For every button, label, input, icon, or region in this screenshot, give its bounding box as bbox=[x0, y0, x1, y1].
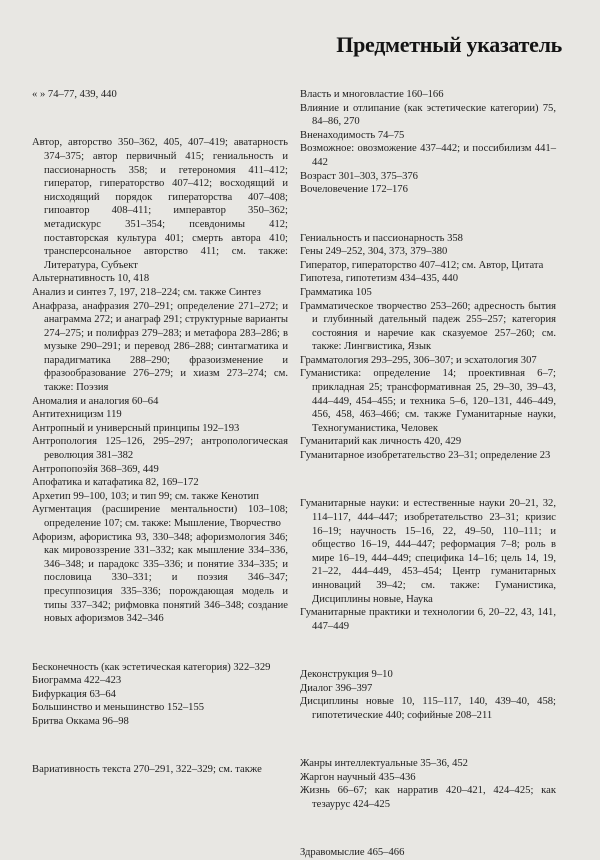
index-entry: Бесконечность (как эстетическая категория) 322–329 bbox=[32, 661, 271, 673]
index-entry: Жанры интеллектуальные 35–36, 452 bbox=[300, 758, 468, 770]
index-entry: Возможное: овозможение 437–442; и поссибилизм 441–442 bbox=[300, 143, 556, 168]
index-entry: Деконструкция 9–10 bbox=[300, 669, 393, 681]
section-gap bbox=[300, 733, 556, 747]
index-entry: Гипотеза, гипотетизм 434–435, 440 bbox=[300, 273, 458, 285]
index-entry: Апофатика и катафатика 82, 169–172 bbox=[32, 477, 199, 489]
index-entry: Вариативность текста 270–291, 322–329; см. также bbox=[32, 764, 262, 776]
section-gap bbox=[300, 822, 556, 836]
index-entry: Антитехницизм 119 bbox=[32, 409, 122, 421]
index-entry: Гиператор, гиператорство 407–412; см. Автор, Цитата bbox=[300, 259, 544, 271]
index-entry: Вненаходимость 74–75 bbox=[300, 129, 405, 141]
section-gap bbox=[300, 207, 556, 221]
index-entry: Жизнь 66–67; как нарратив 420–421, 424–425; как тезаурус 424–425 bbox=[300, 785, 556, 811]
page-title: Предметный указатель bbox=[336, 32, 562, 57]
right-column bbox=[300, 88, 556, 860]
index-entry: Антропный и универсный принципы 192–193 bbox=[32, 422, 240, 434]
index-entry: Альтернативность 10, 418 bbox=[32, 273, 150, 285]
index-entry: Гуманитарные практики и технологии 6, 20–22, 43, 141, 447–449 bbox=[300, 607, 556, 632]
index-entry: Гуманитарное изобретательство 23–31; определение 23 bbox=[300, 450, 551, 462]
section-gap bbox=[32, 636, 288, 650]
index-entry: « » 74–77, 439, 440 bbox=[32, 89, 117, 100]
index-entry: Грамматическое творчество 253–260; адресность бытия и глубинный дательный падеж 255–257; категория состояния и наречие как сказуемое 257–260; см. также: Лингвистика, Язык bbox=[300, 300, 556, 353]
index-entry: Дисциплины новые 10, 115–117, 140, 439–40, 458; гипотетические 440; софийные 208–211 bbox=[300, 696, 556, 721]
section-gap bbox=[32, 112, 288, 126]
index-entry: Аугментация (расширение ментальности) 103–108; определение 107; см. также: Мышление, Творчество bbox=[32, 504, 288, 529]
index-entry: Афоризм, афористика 93, 330–348; афоризмология 346; как мировоззрение 331–332; как мышление 334–336, 346–348; и парадокс 335–336; и понятие 334–335; и пословица 330–331; и поэзия 346–347; пресуппозиция 335–336; порождающая модель и типы 337–342; рифмовка понятий 346–348; создание новых афоризмов 342–346 bbox=[32, 531, 288, 625]
index-entry: Гениальность и пассионарность 358 bbox=[300, 232, 463, 244]
section-gap bbox=[300, 473, 556, 487]
index-entry: Гуманитарные науки: и естественные науки 20–21, 32, 114–117, 444–447; изобретательство 23–31; кризис 16–19; научность 15–16, 22, 49–50, 110–111; и общество 16–19, 444–447; реформация 7–8; роль в мире 16–19, 444–449; специфика 14–16; цель 14, 19, 21–22, 444–449, 453–454; Центр гуманитарных инноваций 39–42; см. также: Гуманистика, Дисциплины новые, Наука bbox=[300, 498, 556, 605]
index-entry: Грамматика 105 bbox=[300, 286, 372, 298]
index-entry: Бифуркация 63–64 bbox=[32, 688, 116, 700]
index-entry: Грамматология 293–295, 306–307; и эсхатология 307 bbox=[300, 354, 537, 366]
index-entry: Автор, авторство 350–362, 405, 407–419; аватарность 374–375; автор первичный 415; гениальность и пассионарность 358; и гетерономия 411–412; гиператор, гиператорство 407–412; восходящий и нисходящий порядок гиператорства 407–408; гипоавтор 408–411; имперавтор 350–362; метадискурс 351–354; псевдонимы 412; поставторская культура 401; смерть автора 410; трансперсональное авторство 411; см. также: Литература, Субъект bbox=[32, 137, 288, 271]
index-entry: Здравомыслие 465–466 bbox=[300, 847, 405, 859]
index-entry: Влияние и отлипание (как эстетические категории) 75, 84–86, 270 bbox=[300, 102, 556, 128]
index-entry: Аномалия и аналогия 60–64 bbox=[32, 395, 159, 407]
index-entry: Биограмма 422–423 bbox=[32, 675, 122, 687]
index-entry: Бритва Оккама 96–98 bbox=[32, 715, 129, 727]
index-entry: Жаргон научный 435–436 bbox=[300, 771, 416, 783]
index-entry: Гуманистика: определение 14; проективная 6–7; прикладная 25; трансформативная 25, 29–30, 39–43, 444–449, 454–455; и техника 5–6, 120–131, 446–449, 456, 458, 463–466; см. также Гуманитарные науки, Техногуманистика, Человек bbox=[300, 368, 556, 434]
index-entry: Диалог 396–397 bbox=[300, 682, 373, 694]
index-entry: Гены 249–252, 304, 373, 379–380 bbox=[300, 246, 448, 258]
left-column bbox=[32, 88, 288, 777]
index-entry: Анализ и синтез 7, 197, 218–224; см. также Синтез bbox=[32, 286, 261, 298]
index-entry: Власть и многовластие 160–166 bbox=[300, 89, 444, 100]
index-entry: Антропопоэйя 368–369, 449 bbox=[32, 463, 159, 475]
section-gap bbox=[32, 739, 288, 753]
index-entry: Архетип 99–100, 103; и тип 99; см. также Кенотип bbox=[32, 490, 259, 502]
index-entry: Большинство и меньшинство 152–155 bbox=[32, 702, 205, 714]
section-gap bbox=[300, 644, 556, 658]
index-entry: Возраст 301–303, 375–376 bbox=[300, 170, 418, 182]
index-entry: Антропология 125–126, 295–297; антропологическая революция 381–382 bbox=[32, 436, 288, 462]
index-entry: Вочеловечение 172–176 bbox=[300, 184, 408, 196]
index-entry: Гуманитарий как личность 420, 429 bbox=[300, 436, 462, 448]
index-entry: Анафраза, анафразия 270–291; определение 271–272; и анаграмма 272; и анаграф 291; структурные варианты 274–275; и полифраз 279–283; и метафора 283–286; в музыке 290–291; и перевод 286–288; синтагматика и парадигматика 288–290; фразоизменение и фразообразование 276–279; и хиазм 273–274; см. также: Поэзия bbox=[32, 300, 288, 394]
